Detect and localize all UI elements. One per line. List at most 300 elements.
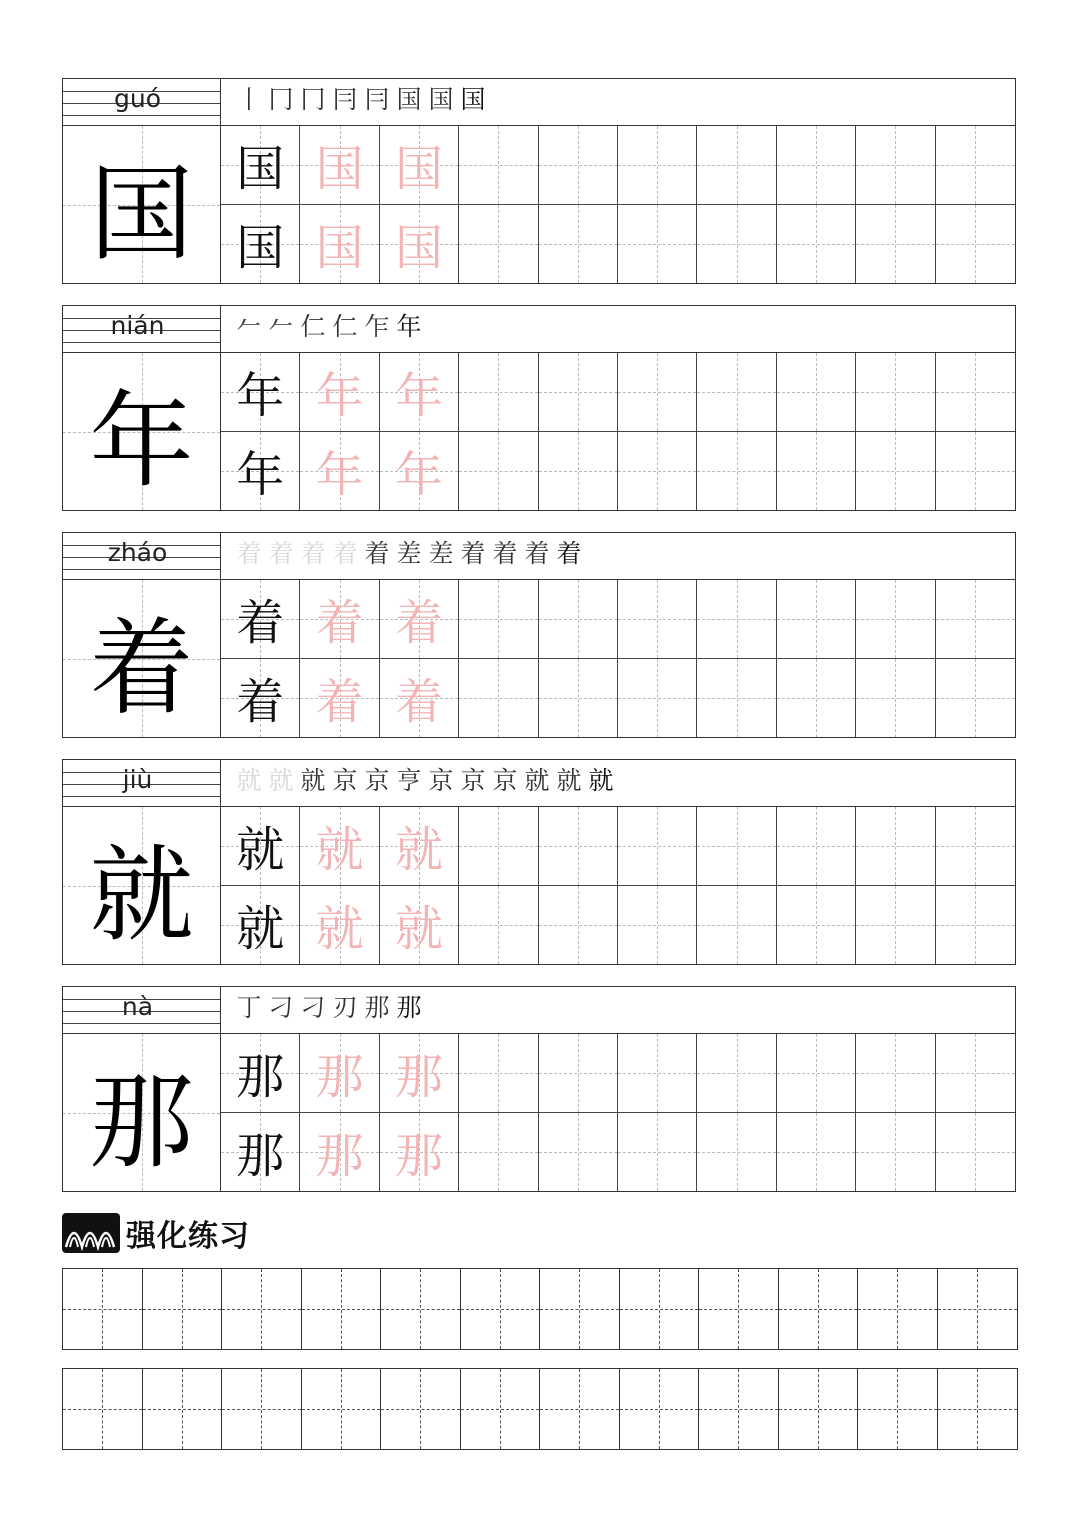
writing-cell[interactable] <box>221 432 300 511</box>
writing-cell[interactable] <box>856 126 935 205</box>
writing-cell[interactable] <box>856 1034 935 1113</box>
trace-character: 那 <box>315 1049 364 1106</box>
stroke-step: 着 <box>236 539 262 568</box>
pinyin-staff <box>63 306 221 353</box>
sample-character: 就 <box>236 901 285 958</box>
writing-cell[interactable] <box>777 1034 856 1113</box>
writing-cell[interactable] <box>300 580 379 659</box>
writing-cell[interactable] <box>380 886 459 965</box>
guide-line <box>657 353 658 431</box>
practice-row-1 <box>62 1268 1018 1350</box>
guide-line <box>975 126 976 204</box>
guide-line <box>657 205 658 284</box>
guide-line <box>737 126 738 204</box>
stroke-order-row <box>221 987 1015 1034</box>
guide-line <box>498 659 499 738</box>
guide-line <box>420 1269 421 1349</box>
trace-character: 就 <box>394 822 443 879</box>
writing-grid <box>221 353 1015 510</box>
writing-cell[interactable] <box>697 353 776 432</box>
writing-cell[interactable] <box>936 886 1015 965</box>
stroke-step: 着 <box>524 539 550 568</box>
writing-cell[interactable] <box>936 432 1015 511</box>
writing-cell[interactable] <box>539 353 618 432</box>
trace-character: 着 <box>394 595 443 652</box>
stroke-step: 着 <box>460 539 486 568</box>
practice-cell[interactable] <box>381 1269 461 1349</box>
guide-line <box>500 1369 501 1449</box>
section-header <box>62 1210 250 1256</box>
model-character: 年 <box>89 379 194 502</box>
practice-cell[interactable] <box>143 1269 223 1349</box>
writing-cell[interactable] <box>618 353 697 432</box>
guide-line <box>975 432 976 511</box>
writing-cell[interactable] <box>539 126 618 205</box>
writing-cell[interactable] <box>618 807 697 886</box>
guide-line <box>975 353 976 431</box>
writing-cell[interactable] <box>459 659 538 738</box>
writing-cell[interactable] <box>856 580 935 659</box>
guide-line <box>975 1113 976 1192</box>
sample-character: 国 <box>236 220 285 277</box>
guide-line <box>578 659 579 738</box>
guide-line <box>341 1269 342 1349</box>
sample-character: 着 <box>236 674 285 731</box>
guide-line <box>578 886 579 965</box>
writing-cell[interactable] <box>777 807 856 886</box>
stroke-step: 那 <box>364 993 390 1022</box>
writing-cell[interactable] <box>697 1113 776 1192</box>
writing-cell[interactable] <box>221 205 300 284</box>
writing-cell[interactable] <box>856 886 935 965</box>
writing-cell[interactable] <box>459 580 538 659</box>
guide-line <box>498 126 499 204</box>
staff-line <box>63 796 220 797</box>
practice-cell[interactable] <box>461 1269 541 1349</box>
writing-cell[interactable] <box>777 659 856 738</box>
writing-cell[interactable] <box>856 807 935 886</box>
sample-character: 着 <box>236 595 285 652</box>
writing-cell[interactable] <box>380 659 459 738</box>
guide-line <box>895 1113 896 1192</box>
writing-cell[interactable] <box>777 886 856 965</box>
writing-cell[interactable] <box>856 353 935 432</box>
guide-line <box>975 580 976 658</box>
writing-cell[interactable] <box>459 886 538 965</box>
stroke-step: 就 <box>524 766 550 795</box>
character-block <box>62 305 1016 511</box>
writing-cell[interactable] <box>221 1113 300 1192</box>
guide-line <box>895 886 896 965</box>
trace-character: 那 <box>315 1128 364 1185</box>
stroke-step: 差 <box>428 539 454 568</box>
guide-line <box>816 580 817 658</box>
guide-line <box>816 205 817 284</box>
writing-cell[interactable] <box>697 886 776 965</box>
stroke-order-row <box>221 533 1015 580</box>
stroke-step: 着 <box>332 539 358 568</box>
model-character-cell <box>63 353 221 510</box>
guide-line <box>737 807 738 885</box>
writing-cell[interactable] <box>300 1113 379 1192</box>
stroke-step: 那 <box>396 993 422 1022</box>
character-block <box>62 532 1016 738</box>
guide-line <box>816 1034 817 1112</box>
writing-cell[interactable] <box>539 886 618 965</box>
guide-line <box>816 432 817 511</box>
guide-line <box>420 1369 421 1449</box>
guide-line <box>895 126 896 204</box>
writing-cell[interactable] <box>777 580 856 659</box>
writing-cell[interactable] <box>856 205 935 284</box>
guide-line <box>738 1269 739 1349</box>
writing-cell[interactable] <box>697 432 776 511</box>
guide-line <box>737 1113 738 1192</box>
writing-cell[interactable] <box>618 659 697 738</box>
writing-cell[interactable] <box>777 432 856 511</box>
stroke-order-row <box>221 306 1015 353</box>
guide-line <box>657 580 658 658</box>
writing-cell[interactable] <box>936 580 1015 659</box>
guide-line <box>737 353 738 431</box>
trace-character: 那 <box>394 1128 443 1185</box>
writing-cell[interactable] <box>380 1113 459 1192</box>
writing-grid <box>221 126 1015 283</box>
practice-cell[interactable] <box>699 1369 779 1449</box>
stroke-step: 差 <box>396 539 422 568</box>
writing-cell[interactable] <box>697 1034 776 1113</box>
guide-line <box>500 1269 501 1349</box>
wave-logo-icon <box>62 1213 120 1253</box>
practice-cell[interactable] <box>620 1369 700 1449</box>
writing-cell[interactable] <box>221 886 300 965</box>
writing-cell[interactable] <box>697 126 776 205</box>
writing-cell[interactable] <box>936 126 1015 205</box>
sample-character: 国 <box>236 141 285 198</box>
trace-character: 着 <box>394 674 443 731</box>
writing-cell[interactable] <box>539 205 618 284</box>
writing-cell[interactable] <box>539 659 618 738</box>
guide-line <box>578 580 579 658</box>
sample-character: 年 <box>236 447 285 504</box>
writing-cell[interactable] <box>777 126 856 205</box>
writing-cell[interactable] <box>300 1034 379 1113</box>
writing-cell[interactable] <box>459 807 538 886</box>
staff-line <box>63 569 220 570</box>
writing-cell[interactable] <box>618 432 697 511</box>
writing-cell[interactable] <box>300 353 379 432</box>
practice-cell[interactable] <box>302 1269 382 1349</box>
writing-cell[interactable] <box>856 432 935 511</box>
stroke-step: 着 <box>364 539 390 568</box>
stroke-step: 就 <box>236 766 262 795</box>
writing-cell[interactable] <box>221 126 300 205</box>
writing-cell[interactable] <box>777 1113 856 1192</box>
stroke-step: 刃 <box>332 993 358 1022</box>
writing-cell[interactable] <box>618 886 697 965</box>
guide-line <box>816 886 817 965</box>
trace-character: 那 <box>394 1049 443 1106</box>
practice-cell[interactable] <box>938 1269 1018 1349</box>
writing-cell[interactable] <box>380 353 459 432</box>
guide-line <box>737 432 738 511</box>
trace-character: 年 <box>315 368 364 425</box>
writing-cell[interactable] <box>221 580 300 659</box>
guide-line <box>816 659 817 738</box>
writing-cell[interactable] <box>618 580 697 659</box>
trace-character: 着 <box>315 595 364 652</box>
writing-cell[interactable] <box>300 659 379 738</box>
guide-line <box>737 886 738 965</box>
guide-line <box>261 1369 262 1449</box>
practice-cell[interactable] <box>938 1369 1018 1449</box>
stroke-step: 仁 <box>300 312 326 341</box>
writing-cell[interactable] <box>221 659 300 738</box>
sample-character: 年 <box>236 368 285 425</box>
writing-cell[interactable] <box>697 205 776 284</box>
stroke-step: 𠂉 <box>268 312 294 341</box>
sample-character: 那 <box>236 1128 285 1185</box>
writing-cell[interactable] <box>936 807 1015 886</box>
stroke-step: 冃 <box>364 85 390 114</box>
guide-line <box>578 1113 579 1192</box>
writing-cell[interactable] <box>618 126 697 205</box>
stroke-step: 国 <box>460 85 486 114</box>
writing-cell[interactable] <box>459 1034 538 1113</box>
guide-line <box>897 1269 898 1349</box>
practice-cell[interactable] <box>143 1369 223 1449</box>
pinyin-label: jiù <box>122 765 153 794</box>
guide-line <box>578 126 579 204</box>
stroke-step: 冃 <box>332 85 358 114</box>
guide-line <box>895 580 896 658</box>
model-character: 那 <box>89 1060 194 1183</box>
pinyin-staff <box>63 760 221 807</box>
pinyin-staff <box>63 79 221 126</box>
practice-cell[interactable] <box>63 1369 143 1449</box>
guide-line <box>895 353 896 431</box>
writing-cell[interactable] <box>936 353 1015 432</box>
stroke-step: 亨 <box>396 766 422 795</box>
guide-line <box>895 432 896 511</box>
guide-line <box>737 1034 738 1112</box>
writing-cell[interactable] <box>380 205 459 284</box>
stroke-step: 着 <box>556 539 582 568</box>
writing-cell[interactable] <box>380 432 459 511</box>
staff-line <box>63 342 220 343</box>
guide-line <box>657 659 658 738</box>
writing-cell[interactable] <box>300 886 379 965</box>
guide-line <box>816 126 817 204</box>
model-character: 着 <box>89 606 194 729</box>
guide-line <box>897 1369 898 1449</box>
writing-grid <box>221 580 1015 737</box>
guide-line <box>737 205 738 284</box>
practice-cell[interactable] <box>540 1369 620 1449</box>
guide-line <box>498 353 499 431</box>
guide-line <box>737 659 738 738</box>
writing-cell[interactable] <box>459 205 538 284</box>
practice-cell[interactable] <box>63 1269 143 1349</box>
practice-cell[interactable] <box>858 1369 938 1449</box>
guide-line <box>578 353 579 431</box>
trace-character: 就 <box>394 901 443 958</box>
stroke-step: 丁 <box>236 993 262 1022</box>
pinyin-staff <box>63 533 221 580</box>
writing-cell[interactable] <box>856 659 935 738</box>
guide-line <box>659 1269 660 1349</box>
model-character: 就 <box>89 833 194 956</box>
trace-character: 着 <box>315 674 364 731</box>
writing-cell[interactable] <box>539 580 618 659</box>
writing-cell[interactable] <box>697 580 776 659</box>
guide-line <box>657 1113 658 1192</box>
guide-line <box>816 353 817 431</box>
guide-line <box>975 659 976 738</box>
writing-cell[interactable] <box>539 807 618 886</box>
guide-line <box>657 432 658 511</box>
writing-cell[interactable] <box>618 205 697 284</box>
stroke-step: 京 <box>428 766 454 795</box>
writing-cell[interactable] <box>936 1113 1015 1192</box>
practice-cell[interactable] <box>858 1269 938 1349</box>
guide-line <box>498 807 499 885</box>
writing-cell[interactable] <box>300 432 379 511</box>
writing-cell[interactable] <box>936 1034 1015 1113</box>
practice-cell[interactable] <box>779 1269 859 1349</box>
writing-cell[interactable] <box>221 353 300 432</box>
guide-line <box>895 205 896 284</box>
stroke-order-row <box>221 760 1015 807</box>
guide-line <box>578 205 579 284</box>
stroke-step: 丨 <box>236 85 262 114</box>
pinyin-label: nà <box>121 992 154 1021</box>
practice-cell[interactable] <box>222 1369 302 1449</box>
writing-cell[interactable] <box>300 807 379 886</box>
trace-character: 就 <box>315 901 364 958</box>
writing-cell[interactable] <box>221 807 300 886</box>
stroke-step: 京 <box>492 766 518 795</box>
writing-cell[interactable] <box>539 1034 618 1113</box>
guide-line <box>816 1113 817 1192</box>
guide-line <box>977 1369 978 1449</box>
guide-line <box>182 1369 183 1449</box>
writing-cell[interactable] <box>856 1113 935 1192</box>
practice-cell[interactable] <box>381 1369 461 1449</box>
guide-line <box>102 1369 103 1449</box>
guide-line <box>579 1269 580 1349</box>
practice-cell[interactable] <box>222 1269 302 1349</box>
practice-cell[interactable] <box>302 1369 382 1449</box>
pinyin-label: zháo <box>107 538 168 567</box>
stroke-step: 刁 <box>268 993 294 1022</box>
writing-cell[interactable] <box>618 1113 697 1192</box>
writing-cell[interactable] <box>380 807 459 886</box>
stroke-step: 年 <box>396 312 422 341</box>
section-title: 强化练习 <box>126 1219 250 1254</box>
stroke-step: 京 <box>460 766 486 795</box>
stroke-step: 就 <box>588 766 614 795</box>
guide-line <box>895 659 896 738</box>
writing-cell[interactable] <box>459 1113 538 1192</box>
guide-line <box>102 1269 103 1349</box>
stroke-step: 冂 <box>268 85 294 114</box>
trace-character: 年 <box>394 368 443 425</box>
practice-cell[interactable] <box>699 1269 779 1349</box>
practice-cell[interactable] <box>620 1269 700 1349</box>
trace-character: 国 <box>394 220 443 277</box>
writing-cell[interactable] <box>697 807 776 886</box>
practice-cell[interactable] <box>461 1369 541 1449</box>
stroke-step: 着 <box>268 539 294 568</box>
guide-line <box>498 432 499 511</box>
guide-line <box>498 1034 499 1112</box>
practice-cell[interactable] <box>779 1369 859 1449</box>
guide-line <box>182 1269 183 1349</box>
writing-cell[interactable] <box>459 126 538 205</box>
guide-line <box>975 205 976 284</box>
guide-line <box>737 580 738 658</box>
stroke-step: 国 <box>396 85 422 114</box>
writing-cell[interactable] <box>300 205 379 284</box>
sample-character: 那 <box>236 1049 285 1106</box>
writing-cell[interactable] <box>459 432 538 511</box>
guide-line <box>657 126 658 204</box>
writing-cell[interactable] <box>777 205 856 284</box>
writing-cell[interactable] <box>936 659 1015 738</box>
guide-line <box>818 1369 819 1449</box>
guide-line <box>498 886 499 965</box>
writing-cell[interactable] <box>221 1034 300 1113</box>
stroke-step: 刁 <box>300 993 326 1022</box>
writing-cell[interactable] <box>380 580 459 659</box>
guide-line <box>659 1369 660 1449</box>
writing-cell[interactable] <box>300 126 379 205</box>
writing-cell[interactable] <box>539 1113 618 1192</box>
writing-cell[interactable] <box>777 353 856 432</box>
guide-line <box>818 1269 819 1349</box>
guide-line <box>498 1113 499 1192</box>
stroke-step: 京 <box>332 766 358 795</box>
guide-line <box>498 580 499 658</box>
writing-cell[interactable] <box>459 353 538 432</box>
guide-line <box>975 886 976 965</box>
writing-cell[interactable] <box>539 432 618 511</box>
guide-line <box>657 1034 658 1112</box>
writing-cell[interactable] <box>380 126 459 205</box>
guide-line <box>341 1369 342 1449</box>
writing-cell[interactable] <box>697 659 776 738</box>
guide-line <box>895 807 896 885</box>
writing-grid <box>221 1034 1015 1191</box>
practice-cell[interactable] <box>540 1269 620 1349</box>
writing-cell[interactable] <box>936 205 1015 284</box>
writing-cell[interactable] <box>380 1034 459 1113</box>
guide-line <box>657 807 658 885</box>
stroke-step: 冂 <box>300 85 326 114</box>
guide-line <box>578 1034 579 1112</box>
stroke-step: 乍 <box>364 312 390 341</box>
trace-character: 国 <box>315 141 364 198</box>
guide-line <box>975 1034 976 1112</box>
guide-line <box>578 432 579 511</box>
writing-cell[interactable] <box>618 1034 697 1113</box>
character-block <box>62 78 1016 284</box>
trace-character: 年 <box>315 447 364 504</box>
staff-line <box>63 115 220 116</box>
guide-line <box>657 886 658 965</box>
model-character: 国 <box>89 152 194 275</box>
